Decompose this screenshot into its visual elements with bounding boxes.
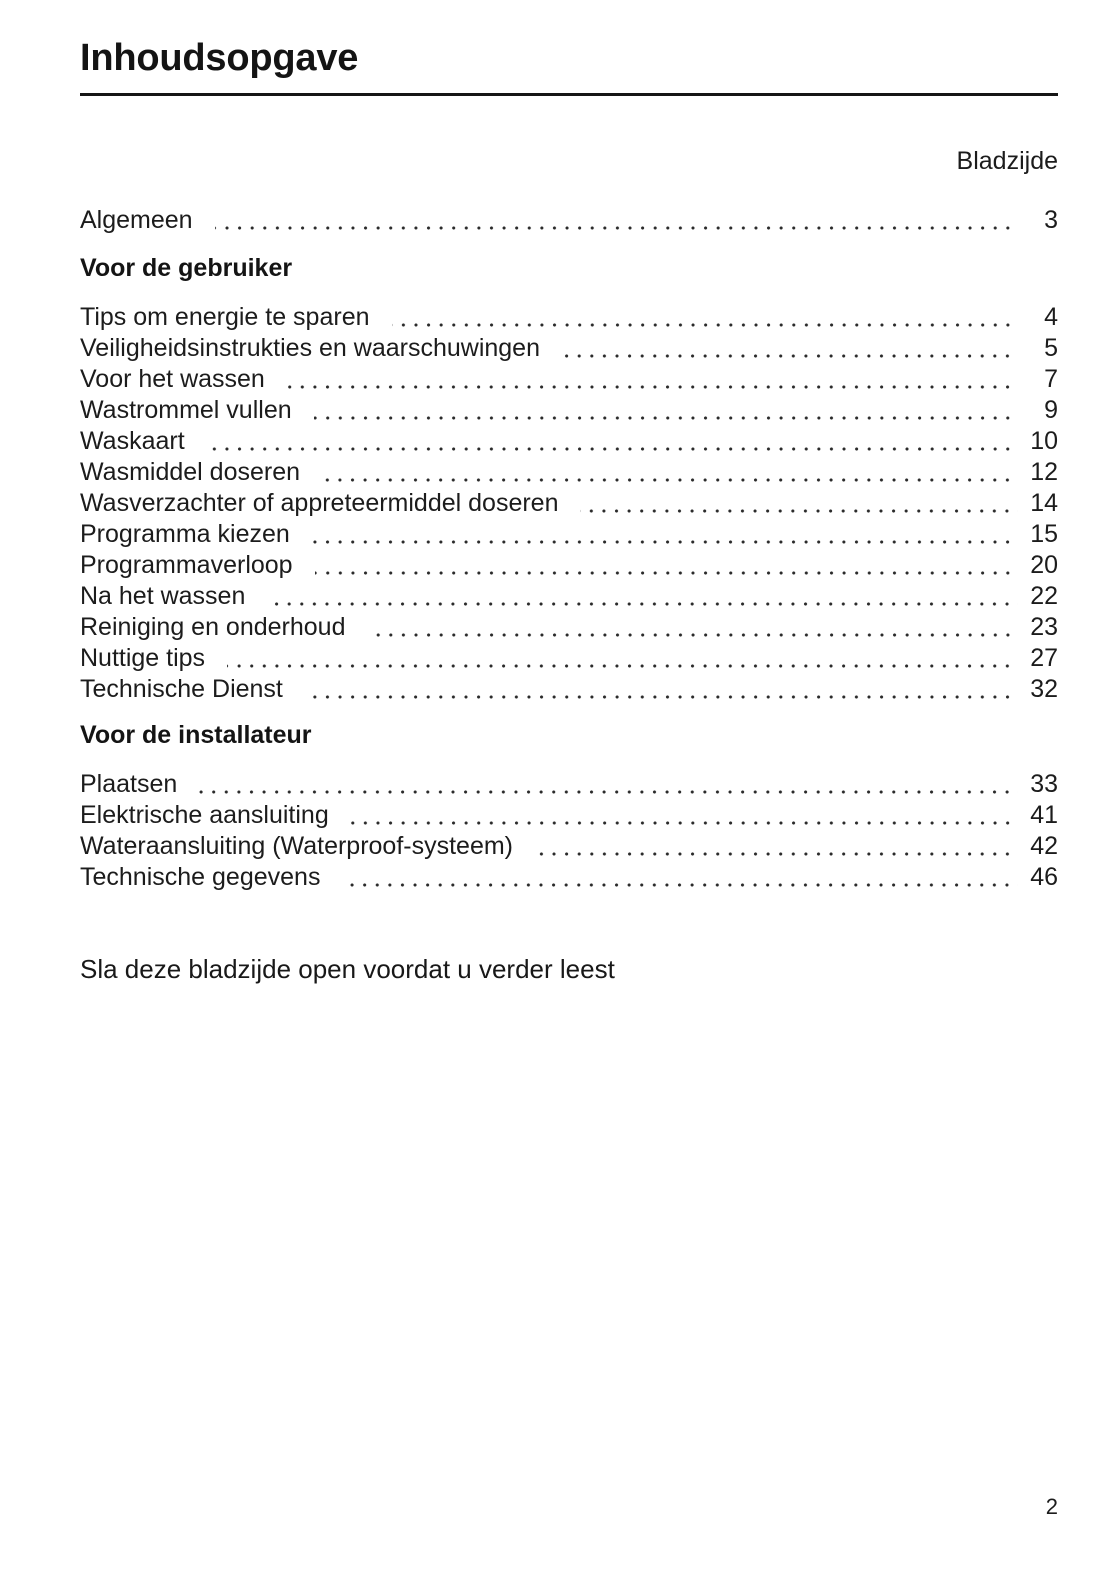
toc-entry — [80, 831, 1058, 862]
dot-leader — [305, 695, 1018, 699]
toc-entry-page: 14 — [1030, 489, 1058, 517]
toc-entry — [80, 488, 1058, 519]
toc-entry-label: Wateraansluiting (Waterproof-systeem) — [80, 832, 514, 860]
dot-leader — [287, 385, 1018, 389]
toc-entry-page: 15 — [1030, 520, 1058, 548]
dot-leader — [562, 354, 1018, 358]
dot-leader — [312, 540, 1018, 544]
toc-entry-page: 10 — [1030, 427, 1058, 455]
toc-entry-page: 33 — [1030, 770, 1058, 798]
dot-leader — [199, 790, 1018, 794]
toc-entry — [80, 519, 1058, 550]
toc-entry-label: Technische gegevens — [80, 863, 321, 891]
toc-entry-label: Technische Dienst — [80, 675, 283, 703]
toc-entry-page: 3 — [1044, 206, 1058, 234]
toc-entry-page: 12 — [1030, 458, 1058, 486]
dot-leader — [368, 633, 1019, 637]
toc-entry-page: 41 — [1030, 801, 1058, 829]
page-title: Inhoudsopgave — [80, 37, 359, 79]
toc-entry — [80, 364, 1058, 395]
dot-leader — [580, 509, 1018, 513]
toc-entry-label: Programma kiezen — [80, 520, 290, 548]
toc-entry — [80, 581, 1058, 612]
toc-entry-label: Reiniging en onderhoud — [80, 613, 346, 641]
toc-entry-page: 42 — [1030, 832, 1058, 860]
toc-entry-label: Nuttige tips — [80, 644, 206, 672]
toc-entry-page: 46 — [1030, 863, 1058, 891]
toc-entry-page: 4 — [1044, 303, 1058, 331]
toc-entry — [80, 612, 1058, 643]
dot-leader — [535, 852, 1018, 856]
toc-entry-label: Algemeen — [80, 206, 193, 234]
toc-entry — [80, 643, 1058, 674]
toc-entry-page: 20 — [1030, 551, 1058, 579]
dot-leader — [267, 602, 1018, 606]
dot-leader — [342, 883, 1018, 887]
title-underline — [80, 93, 1058, 96]
section-heading-installer: Voor de installateur — [80, 721, 312, 749]
dot-leader — [392, 323, 1018, 327]
toc-entry — [80, 395, 1058, 426]
toc-entry — [80, 457, 1058, 488]
dot-leader — [315, 571, 1018, 575]
toc-entry-label: Veiligheidsinstrukties en waarschuwingen — [80, 334, 540, 362]
toc-entry-page: 9 — [1044, 396, 1058, 424]
toc-entry-page: 27 — [1030, 644, 1058, 672]
dot-leader — [322, 478, 1018, 482]
toc-entry-page: 5 — [1044, 334, 1058, 362]
toc-entry-label: Wastrommel vullen — [80, 396, 292, 424]
toc-entry-page: 23 — [1030, 613, 1058, 641]
toc-entry-label: Programmaverloop — [80, 551, 293, 579]
toc-entry — [80, 674, 1058, 705]
toc-entry-label: Elektrische aansluiting — [80, 801, 329, 829]
toc-entry-label: Waskaart — [80, 427, 185, 455]
toc-entry — [80, 333, 1058, 364]
table-of-contents — [80, 205, 1058, 893]
page-column-header: Bladzijde — [956, 147, 1058, 175]
toc-entry-label: Wasverzachter of appreteermiddel doseren — [80, 489, 559, 517]
toc-entry — [80, 426, 1058, 457]
toc-entry — [80, 800, 1058, 831]
toc-entry — [80, 862, 1058, 893]
dot-leader — [207, 447, 1018, 451]
toc-entry — [80, 205, 1058, 236]
dot-leader — [227, 664, 1018, 668]
toc-entry-label: Plaatsen — [80, 770, 178, 798]
dot-leader — [351, 821, 1018, 825]
toc-entry-label: Tips om energie te sparen — [80, 303, 370, 331]
toc-entry-label: Voor het wassen — [80, 365, 265, 393]
toc-entry — [80, 550, 1058, 581]
page-number: 2 — [1045, 1494, 1058, 1519]
toc-entry-label: Wasmiddel doseren — [80, 458, 301, 486]
toc-entry — [80, 769, 1058, 800]
toc-entry-page: 32 — [1030, 675, 1058, 703]
toc-entry-label: Na het wassen — [80, 582, 246, 610]
toc-entry — [80, 302, 1058, 333]
reading-note: Sla deze bladzijde open voordat u verder leest — [80, 954, 615, 984]
toc-entry-page: 22 — [1030, 582, 1058, 610]
dot-leader — [314, 416, 1018, 420]
dot-leader — [215, 226, 1018, 230]
toc-entry-page: 7 — [1044, 365, 1058, 393]
section-heading-user: Voor de gebruiker — [80, 254, 293, 282]
